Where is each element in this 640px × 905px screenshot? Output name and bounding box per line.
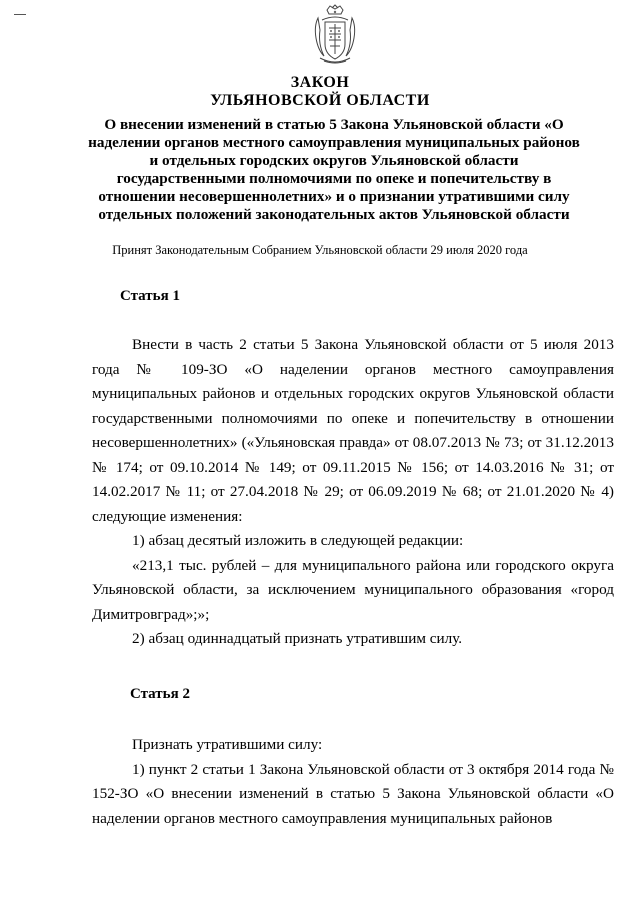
article-1-intro: Внести в часть 2 статьи 5 Закона Ульяновской области от 5 июля 2013 года № 109-ЗО «О наделении органов местного самоуправления муниципальных районов и отдельных городских округов Ульяновской области государственными полномочиями по опеке и попечительству в отношении несовершеннолетних» («Ульяновская правда» от 08.07.2013 № 73; от 31.12.2013 № 174; от 09.10.2014 № 149; от 09.11.2015 № 156; от 14.03.2016 № 31; от 14.02.2017 № 11; от 27.04.2018 № 29; от 06.09.2019 № 68; от 21.01.2020 № 4) следующие изменения:: [92, 336, 614, 525]
article-2-body: [92, 733, 614, 831]
law-subject: О внесении изменений в статью 5 Закона Ульяновской области «О наделении органов местного самоуправления муниципальных районов и отдельных городских округов Ульяновской области государственными полномочиями по опеке и попечительству в отношении несовершеннолетних» и о признании утратившими силу отдельных положений законодательных актов Ульяновской области: [88, 116, 580, 223]
corner-mark: [14, 14, 26, 15]
adoption-note: Принят Законодательным Собранием Ульяновской области 29 июля 2020 года: [112, 243, 528, 257]
article-2-heading: Статья 2: [130, 686, 190, 702]
article-1-item-1-text: «213,1 тыс. рублей – для муниципального района или городского округа Ульяновской области, за исключением муниципального образования «город Димитровград»;»;: [92, 556, 614, 623]
article-2-item-1: 1) пункт 2 статьи 1 Закона Ульяновской области от 3 октября 2014 года № 152-ЗО «О внесении изменений в статью 5 Закона Ульяновской области «О наделении органов местного самоуправления муниципальных районов: [92, 760, 614, 827]
article-2-intro: Признать утратившими силу:: [132, 736, 323, 753]
article-1-body: [92, 333, 614, 652]
article-1-heading: Статья 1: [120, 288, 180, 304]
article-1-item-2: 2) абзац одиннадцатый признать утратившим силу.: [132, 630, 463, 647]
article-1-item-1: 1) абзац десятый изложить в следующей редакции:: [132, 532, 464, 549]
coat-of-arms-icon: [310, 4, 360, 66]
law-region: УЛЬЯНОВСКОЙ ОБЛАСТИ: [210, 92, 430, 109]
law-title: ЗАКОН: [290, 74, 350, 91]
